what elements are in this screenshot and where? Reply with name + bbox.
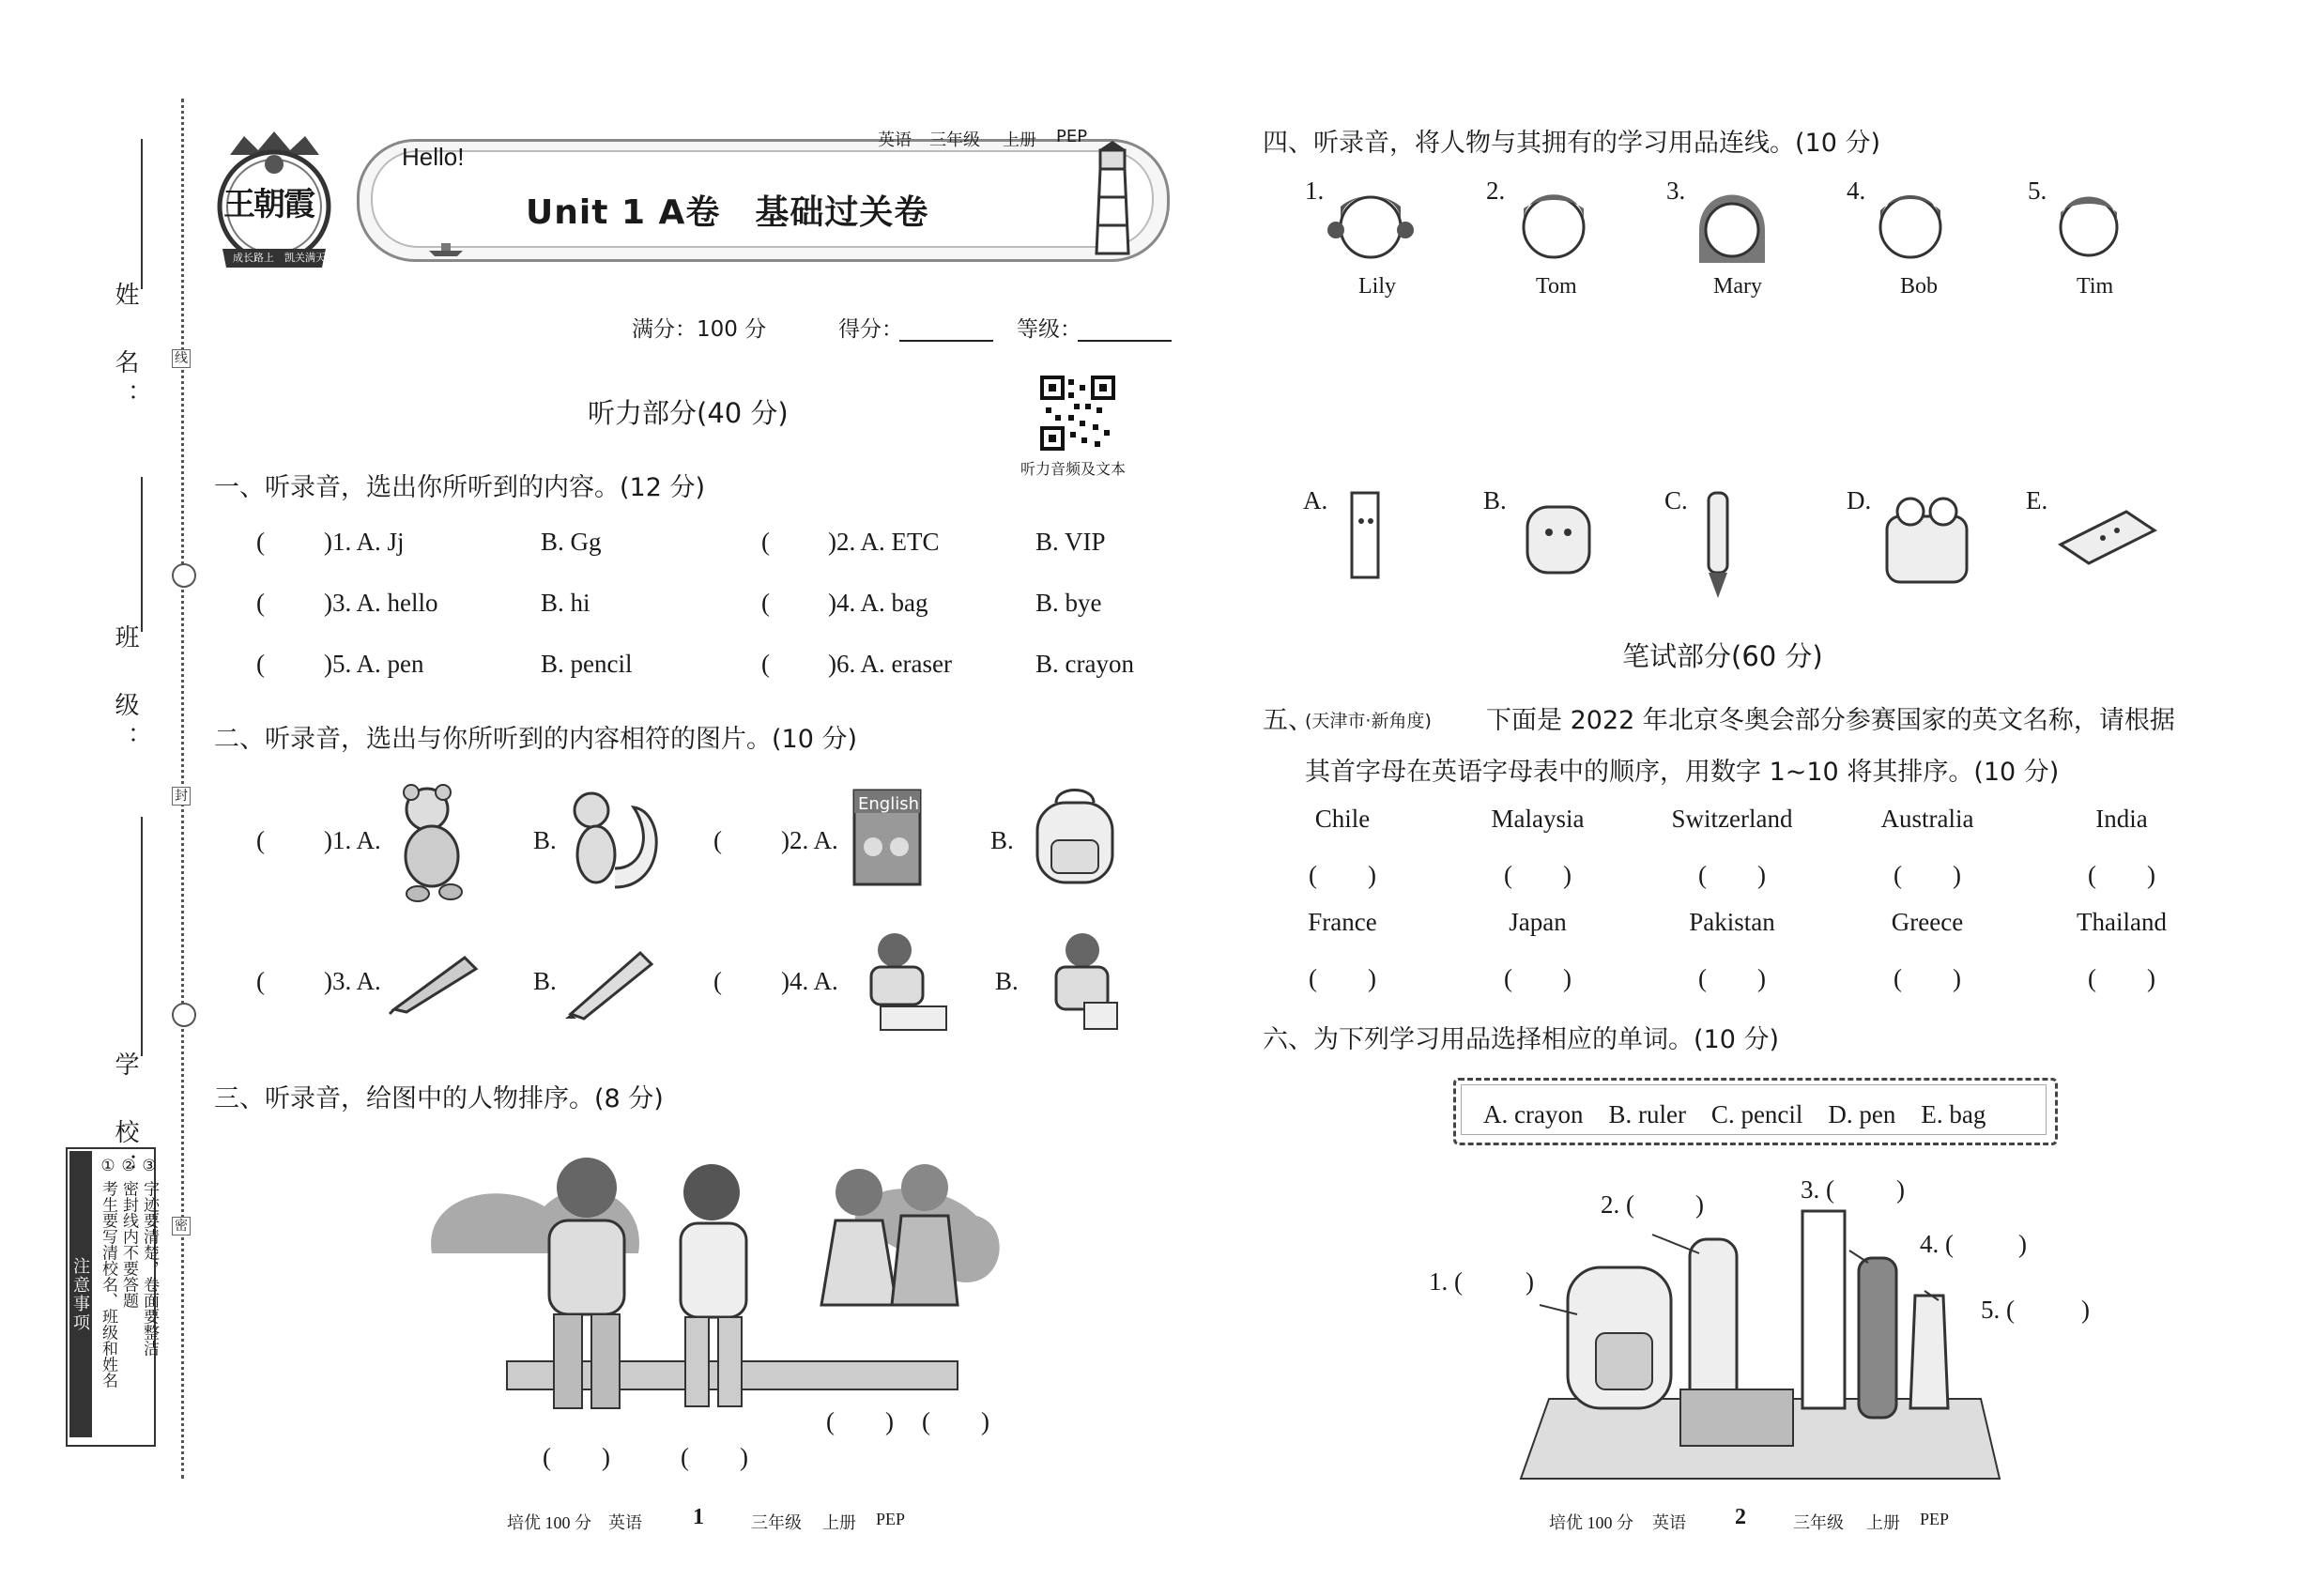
q5-option-b: B. pencil xyxy=(541,650,633,678)
section-5-title-line2: 其首字母在英语字母表中的顺序，用数字 1~10 将其排序。(10 分) xyxy=(1305,758,2060,787)
s2-q4-b-label: B. xyxy=(995,967,1019,995)
s2-q2-b-label: B. xyxy=(990,826,1014,854)
hello-text: Hello! xyxy=(402,143,465,171)
section-6-title: 六、为下列学习用品选择相应的单词。(10 分) xyxy=(1263,1025,1780,1054)
margin-circle xyxy=(172,563,196,588)
written-part-title: 笔试部分(60 分) xyxy=(1622,640,1823,672)
person-number: 4. xyxy=(1847,176,1866,205)
item-label: B. xyxy=(1483,486,1507,514)
person-name: Tom xyxy=(1536,274,1577,299)
footer-brand: 培优 100 分 xyxy=(507,1513,591,1532)
grade-tag: 三年级 xyxy=(929,130,980,150)
s3-answer-2[interactable]: ( ) xyxy=(681,1443,748,1471)
name-label: 姓 名： xyxy=(111,282,139,417)
s2-q1-b-label: B. xyxy=(533,826,557,854)
footer-brand: 培优 100 分 xyxy=(1549,1513,1633,1532)
s2-q3-b-label: B. xyxy=(533,967,557,995)
level-field[interactable] xyxy=(1078,312,1172,342)
country-name: Australia xyxy=(1880,805,1974,833)
supply-label: 1. ( xyxy=(1429,1267,1463,1296)
page-number: 2 xyxy=(1735,1505,1746,1529)
section-5-source: (天津市·新角度) xyxy=(1305,711,1432,731)
squirrel-icon[interactable] xyxy=(563,784,667,897)
school-label: 学 校： xyxy=(111,1051,139,1187)
notice-title: 注意事项 xyxy=(69,1151,92,1437)
book-cover-text: English xyxy=(858,794,919,814)
score-field[interactable] xyxy=(899,312,993,342)
country-name: France xyxy=(1308,908,1377,936)
person-number: 5. xyxy=(2028,176,2047,205)
class-label: 班 级： xyxy=(111,624,139,760)
footer-grade: 三年级 xyxy=(1793,1513,1844,1532)
supply-label: 5. ( xyxy=(1981,1296,2015,1324)
boy-closing-book-icon[interactable] xyxy=(1028,929,1122,1033)
item-label: E. xyxy=(2026,486,2048,514)
school-field-line[interactable] xyxy=(141,817,143,1056)
answer-paren-open[interactable]: ( xyxy=(761,589,770,617)
notice-item: ② 密封线内不要答题 xyxy=(119,1157,138,1309)
answer-paren-open[interactable]: ( xyxy=(761,650,770,678)
answer-paren-open[interactable]: ( xyxy=(256,650,265,678)
footer-edition: PEP xyxy=(876,1510,906,1528)
boy-tim-icon[interactable] xyxy=(2051,178,2126,272)
country-name: Chile xyxy=(1314,805,1371,833)
country-name: Switzerland xyxy=(1671,805,1793,833)
q2-option-b: B. VIP xyxy=(1035,528,1106,556)
footer-volume: 上册 xyxy=(1866,1513,1900,1532)
person-number: 2. xyxy=(1486,176,1506,205)
person-name: Mary xyxy=(1713,274,1762,299)
country-answer-blank[interactable]: ( ) xyxy=(1309,861,1376,889)
volume-tag: 上册 xyxy=(1003,130,1036,150)
pencil-icon[interactable] xyxy=(563,944,657,1019)
pencil-box-character-icon[interactable] xyxy=(1878,488,1976,591)
q1-option-a: )1. A. Jj xyxy=(324,528,405,556)
name-field-line[interactable] xyxy=(141,139,143,289)
s3-answer-1[interactable]: ( ) xyxy=(543,1443,610,1471)
footer-subject: 英语 xyxy=(1652,1513,1686,1532)
lighthouse-icon xyxy=(1080,141,1145,258)
boy-tom-icon[interactable] xyxy=(1516,178,1591,272)
answer-paren-open[interactable]: ( xyxy=(761,528,770,556)
footer-subject: 英语 xyxy=(608,1513,642,1532)
girl-lily-icon[interactable] xyxy=(1328,178,1413,272)
backpack-icon[interactable] xyxy=(1028,784,1122,887)
q6-option-b: B. crayon xyxy=(1035,650,1134,678)
answer-paren-open[interactable]: ( xyxy=(713,826,722,854)
notice-item: ③ 字迹要清楚，卷面要整洁 xyxy=(140,1157,159,1357)
answer-paren-open[interactable]: ( xyxy=(256,589,265,617)
supply-label: 3. ( xyxy=(1801,1175,1834,1204)
section-3-title: 三、听录音，给图中的人物排序。(8 分) xyxy=(214,1084,664,1113)
person-name: Tim xyxy=(2077,274,2114,299)
q5-option-a: )5. A. pen xyxy=(324,650,424,678)
q3-option-a: )3. A. hello xyxy=(324,589,438,617)
person-name: Bob xyxy=(1900,274,1939,299)
country-answer-blank[interactable]: ( ) xyxy=(1894,861,1961,889)
boy-opening-book-icon[interactable] xyxy=(852,929,956,1033)
page-title: Unit 1 A卷 基础过关卷 xyxy=(526,193,929,232)
pen-icon[interactable] xyxy=(390,948,483,1014)
country-name: Malaysia xyxy=(1491,805,1585,833)
level-label: 等级： xyxy=(1017,317,1081,342)
s3-answer-3[interactable]: ( ) xyxy=(826,1407,894,1435)
country-name: Thailand xyxy=(2077,908,2167,936)
answer-paren-open[interactable]: ( xyxy=(713,967,722,995)
s2-q3-label: )3. A. xyxy=(324,967,381,995)
q2-option-a: )2. A. ETC xyxy=(828,528,940,556)
margin-mark-seal: 封 xyxy=(172,787,191,806)
ruler-character-icon[interactable] xyxy=(1338,488,1394,591)
supply-answer-close[interactable]: ) xyxy=(2018,1230,2027,1258)
section-5-prefix: 五、 xyxy=(1263,706,1313,735)
s2-q2-label: )2. A. xyxy=(781,826,838,854)
section-2-title: 二、听录音，选出与你所听到的内容相符的图片。(10 分) xyxy=(214,725,858,754)
person-name: Lily xyxy=(1358,274,1396,299)
listening-part-title: 听力部分(40 分) xyxy=(588,397,789,429)
footer-grade: 三年级 xyxy=(751,1513,802,1532)
country-name: Greece xyxy=(1891,908,1964,936)
bear-icon[interactable] xyxy=(394,781,479,903)
word-bank-text: A. crayon B. ruler C. pencil D. pen E. bag xyxy=(1483,1100,1986,1128)
supply-label: 2. ( xyxy=(1601,1190,1634,1219)
country-answer-blank[interactable]: ( ) xyxy=(1504,964,1572,992)
country-name: Pakistan xyxy=(1689,908,1775,936)
country-answer-blank[interactable]: ( ) xyxy=(1698,861,1766,889)
item-label: C. xyxy=(1664,486,1688,514)
answer-paren-open[interactable]: ( xyxy=(256,826,265,854)
q1-option-b: B. Gg xyxy=(541,528,602,556)
supply-answer-close[interactable]: ) xyxy=(1896,1175,1905,1204)
eraser-character-icon[interactable] xyxy=(2051,502,2164,577)
page-number: 1 xyxy=(693,1505,704,1529)
country-answer-blank[interactable]: ( ) xyxy=(2088,964,2155,992)
pen-character-icon[interactable] xyxy=(1694,483,1741,601)
section-1-title: 一、听录音，选出你所听到的内容。(12 分) xyxy=(214,473,706,502)
supply-label: 4. ( xyxy=(1920,1230,1954,1258)
children-scene-illustration xyxy=(413,1141,1014,1432)
qr-code[interactable] xyxy=(1040,376,1115,451)
edition-tag: PEP xyxy=(1056,127,1088,146)
qr-caption: 听力音频及文本 xyxy=(1020,460,1127,478)
boy-bob-icon[interactable] xyxy=(1873,178,1948,272)
margin-circle xyxy=(172,1003,196,1027)
item-label: D. xyxy=(1847,486,1872,514)
logo-ribbon: 成长路上 凯关满天 xyxy=(233,252,326,264)
full-score: 满分：100 分 xyxy=(632,317,767,342)
person-number: 1. xyxy=(1305,176,1325,205)
s3-answer-4[interactable]: ( ) xyxy=(922,1407,989,1435)
person-number: 3. xyxy=(1666,176,1686,205)
bag-character-icon[interactable] xyxy=(1516,493,1601,582)
country-answer-blank[interactable]: ( ) xyxy=(1504,861,1572,889)
footer-volume: 上册 xyxy=(822,1513,856,1532)
s2-q1-label: )1. A. xyxy=(324,826,381,854)
subject-tag: 英语 xyxy=(878,130,912,150)
q3-option-b: B. hi xyxy=(541,589,590,617)
s2-q4-label: )4. A. xyxy=(781,967,838,995)
q4-option-b: B. bye xyxy=(1035,589,1102,617)
score-label: 得分： xyxy=(838,317,903,342)
girl-mary-icon[interactable] xyxy=(1690,178,1774,272)
section-5-title-line1: 下面是 2022 年北京冬奥会部分参赛国家的英文名称，请根据 xyxy=(1486,706,2175,735)
logo-text: 王朝霞 xyxy=(223,186,314,223)
section-4-title: 四、听录音，将人物与其拥有的学习用品连线。(10 分) xyxy=(1263,129,1881,158)
answer-paren-open[interactable]: ( xyxy=(256,967,265,995)
q6-option-a: )6. A. eraser xyxy=(828,650,952,678)
country-name: Japan xyxy=(1509,908,1567,936)
class-field-line[interactable] xyxy=(141,477,143,632)
answer-paren-open[interactable]: ( xyxy=(256,528,265,556)
supply-answer-close[interactable]: ) xyxy=(1526,1267,1534,1296)
country-name: India xyxy=(2095,805,2148,833)
country-answer-blank[interactable]: ( ) xyxy=(1698,964,1766,992)
item-label: A. xyxy=(1303,486,1328,514)
supply-answer-close[interactable]: ) xyxy=(2081,1296,2090,1324)
country-answer-blank[interactable]: ( ) xyxy=(1309,964,1376,992)
footer-edition: PEP xyxy=(1920,1510,1950,1528)
q4-option-a: )4. A. bag xyxy=(828,589,928,617)
margin-mark-line: 线 xyxy=(172,349,191,368)
country-answer-blank[interactable]: ( ) xyxy=(2088,861,2155,889)
notice-item: ① 考生要写清校名、班级和姓名 xyxy=(99,1157,117,1389)
boat-icon xyxy=(427,239,465,258)
margin-mark-dense: 密 xyxy=(172,1217,191,1235)
supply-answer-close[interactable]: ) xyxy=(1695,1190,1704,1219)
country-answer-blank[interactable]: ( ) xyxy=(1894,964,1961,992)
